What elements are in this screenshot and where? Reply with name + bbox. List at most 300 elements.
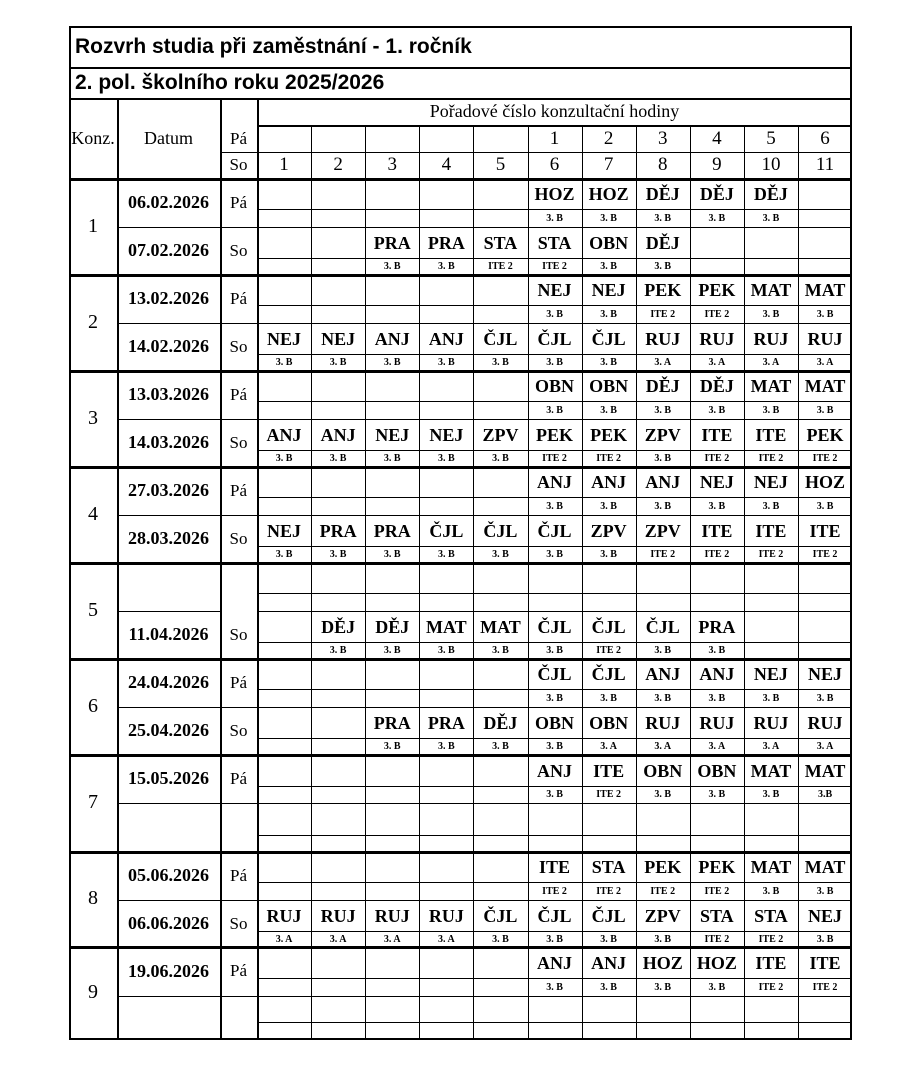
subject-cell (311, 372, 365, 401)
subject-cell: ČJL (537, 906, 572, 926)
subject-cell: ANJ (591, 472, 627, 492)
header-pa-number (365, 125, 419, 152)
room-cell: 3. B (329, 548, 347, 560)
room-cell (419, 882, 473, 900)
room-cell: 3. B (708, 789, 726, 800)
date-cell: 15.05.2026 (128, 768, 209, 788)
date-cell (117, 562, 220, 611)
room-cell: 3. B (546, 404, 563, 416)
subject-cell (744, 613, 798, 642)
room-cell (365, 882, 419, 900)
subject-cell: STA (700, 906, 734, 926)
day-cell: Pá (230, 192, 247, 212)
room-cell: 3.B (817, 789, 833, 800)
room-cell: 3. B (708, 212, 726, 224)
subject-cell (690, 564, 744, 593)
subject-cell: ČJL (429, 521, 464, 541)
subject-cell: MAT (804, 280, 846, 300)
room-cell (744, 835, 798, 851)
subject-cell: PRA (427, 233, 465, 253)
day-cell: So (229, 720, 248, 740)
day-cell: Pá (230, 768, 247, 788)
subject-cell: DĚJ (645, 184, 680, 204)
room-cell: 3. B (546, 212, 563, 224)
room-cell: 3. A (654, 740, 672, 752)
subject-cell (257, 853, 311, 882)
header-pa-number: 4 (712, 127, 722, 149)
subject-cell: ANJ (537, 760, 573, 781)
subject-cell: DĚJ (645, 233, 680, 253)
date-cell (117, 803, 220, 851)
room-cell: 3. B (546, 308, 563, 320)
subject-cell (311, 709, 365, 738)
date-cell (117, 996, 220, 1038)
room-cell (365, 401, 419, 419)
room-cell: 3. B (275, 452, 293, 464)
room-cell (473, 305, 527, 323)
room-cell: ITE 2 (704, 452, 730, 464)
header-so-number: 9 (712, 154, 722, 175)
subject-cell: HOZ (696, 952, 737, 973)
date-cell: 07.02.2026 (128, 240, 209, 260)
subject-cell: DĚJ (483, 713, 518, 733)
subject-cell: ITE (755, 952, 787, 973)
subject-cell: DĚJ (375, 617, 410, 637)
subject-cell (798, 998, 852, 1022)
subject-cell (744, 229, 798, 258)
subrow-line (257, 996, 852, 997)
subject-cell: MAT (804, 857, 846, 877)
room-cell: 3. B (438, 548, 455, 560)
subject-cell: OBN (643, 760, 683, 781)
subject-cell (311, 660, 365, 689)
room-cell: 3. B (546, 356, 563, 368)
room-cell: ITE 2 (812, 981, 838, 993)
subject-cell (311, 756, 365, 786)
konz-number: 4 (88, 502, 98, 525)
day-cell (220, 996, 257, 1038)
room-cell: 3. B (600, 212, 617, 224)
header-so-number: 11 (815, 154, 835, 175)
room-cell (582, 593, 636, 611)
room-cell: 3. B (708, 692, 726, 704)
room-cell (473, 209, 527, 227)
room-cell: 3. B (546, 548, 563, 560)
date-cell: 11.04.2026 (128, 624, 209, 644)
subject-cell: ČJL (537, 617, 572, 637)
room-cell: 3. B (762, 212, 780, 224)
room-cell: 3. B (654, 452, 672, 464)
room-cell (257, 1022, 311, 1038)
room-cell: 3. B (600, 260, 617, 272)
room-cell: 3. B (708, 644, 726, 656)
subject-cell: PRA (698, 617, 736, 637)
subject-cell (582, 564, 636, 593)
subject-cell (365, 853, 419, 882)
subject-cell (528, 805, 582, 835)
subject-cell (311, 998, 365, 1022)
header-so-number: 8 (657, 154, 668, 175)
subject-cell: ANJ (591, 952, 627, 973)
subject-cell: ČJL (591, 617, 626, 637)
subject-cell (582, 805, 636, 835)
subrow-line (257, 803, 852, 804)
room-cell (365, 689, 419, 707)
room-cell: 3. B (546, 981, 563, 993)
room-cell (365, 978, 419, 996)
subject-cell: PEK (644, 280, 682, 300)
room-cell: 3. B (383, 452, 401, 464)
subject-cell: RUJ (807, 329, 843, 349)
subrow-line (257, 227, 852, 228)
subject-cell (744, 564, 798, 593)
subject-cell: ČJL (483, 521, 518, 541)
subrow-line (257, 419, 852, 420)
room-cell: ITE 2 (542, 260, 567, 272)
subject-cell (419, 805, 473, 835)
subject-cell: DĚJ (321, 617, 356, 637)
subrow-line (257, 707, 852, 708)
day-cell: So (229, 336, 248, 356)
room-cell (419, 305, 473, 323)
day-cell: Pá (230, 288, 247, 308)
subject-cell: RUJ (320, 906, 356, 926)
room-cell (582, 835, 636, 851)
subject-cell: ANJ (374, 329, 410, 349)
subject-cell (257, 229, 311, 258)
subject-cell: PRA (319, 521, 357, 541)
room-cell: 3. B (654, 404, 672, 416)
subject-cell: MAT (426, 617, 467, 637)
document-subtitle: 2. pol. školního roku 2025/2026 (75, 70, 385, 94)
header-pa-number (311, 125, 365, 152)
subject-cell: ITE (755, 425, 787, 445)
day-cell: So (229, 432, 248, 452)
room-cell: 3. B (654, 981, 672, 993)
subject-cell: RUJ (753, 713, 789, 733)
room-cell: 3. B (546, 500, 563, 512)
subject-cell: ZPV (644, 906, 681, 926)
subject-cell: MAT (750, 280, 792, 300)
room-cell: ITE 2 (704, 548, 730, 560)
room-cell: ITE 2 (542, 452, 567, 464)
subject-cell (419, 564, 473, 593)
header-so-number: 6 (549, 154, 560, 175)
subject-cell (311, 564, 365, 593)
room-cell: 3. B (492, 644, 509, 656)
subject-cell (473, 756, 527, 786)
date-cell: 27.03.2026 (128, 480, 209, 500)
room-cell: 3. B (654, 212, 672, 224)
room-cell: ITE 2 (758, 933, 784, 945)
subject-cell (419, 276, 473, 305)
subject-cell (798, 613, 852, 642)
header-pa-number (473, 125, 527, 152)
subject-cell (311, 180, 365, 209)
room-cell: 3. B (816, 308, 834, 320)
date-cell: 14.03.2026 (128, 432, 209, 452)
subrow-line (257, 611, 852, 612)
subject-cell: HOZ (534, 184, 575, 204)
subject-cell (473, 998, 527, 1022)
room-cell: 3. B (816, 933, 834, 945)
document-title: Rozvrh studia při zaměstnání - 1. ročník (75, 34, 472, 58)
room-cell (365, 593, 419, 611)
subject-cell: ANJ (699, 664, 735, 684)
room-cell (636, 593, 690, 611)
room-cell: 3. B (546, 644, 563, 656)
subject-cell (473, 853, 527, 882)
room-cell (257, 305, 311, 323)
subject-cell: ČJL (645, 617, 680, 637)
subtitle-divider (69, 98, 852, 100)
room-cell (690, 1022, 744, 1038)
subject-cell: NEJ (808, 664, 843, 684)
subject-cell (419, 853, 473, 882)
subject-cell (365, 948, 419, 978)
day-cell: Pá (230, 384, 247, 404)
subject-cell: ČJL (591, 329, 626, 349)
header-pa-number: 3 (657, 127, 668, 149)
header-pa-number (419, 125, 473, 152)
room-cell (419, 401, 473, 419)
room-cell: 3. B (600, 548, 617, 560)
subject-cell: PRA (427, 713, 465, 733)
subject-cell (636, 998, 690, 1022)
konz-number: 9 (88, 980, 98, 1003)
room-cell (798, 642, 852, 658)
room-cell (744, 642, 798, 658)
date-cell: 14.02.2026 (128, 336, 209, 356)
room-cell (473, 401, 527, 419)
room-cell: 3. B (654, 933, 672, 945)
room-cell (311, 1022, 365, 1038)
konz-number: 5 (88, 598, 98, 621)
subject-cell (257, 709, 311, 738)
konz-number: 2 (88, 310, 98, 333)
room-cell (473, 593, 527, 611)
room-cell (311, 978, 365, 996)
subject-cell: NEJ (808, 906, 843, 926)
subject-cell (473, 660, 527, 689)
room-cell: 3. B (546, 789, 563, 800)
room-cell: 3. B (383, 548, 401, 560)
subject-cell (365, 468, 419, 497)
room-cell: 3. B (329, 356, 347, 368)
subject-cell (690, 805, 744, 835)
subject-cell (257, 660, 311, 689)
schedule-sheet (69, 26, 852, 1039)
subject-cell: MAT (804, 760, 846, 781)
room-cell (365, 305, 419, 323)
subrow-line (257, 900, 852, 901)
subject-cell: PEK (806, 425, 844, 445)
room-cell: 3. B (383, 356, 401, 368)
subject-cell: ZPV (644, 425, 681, 445)
subject-cell: ČJL (591, 906, 626, 926)
subject-cell (365, 660, 419, 689)
konz-number: 3 (88, 406, 98, 429)
day-cell (220, 562, 257, 611)
room-cell: 3. B (762, 885, 780, 897)
room-cell (528, 1022, 582, 1038)
border-top (69, 26, 852, 28)
subject-cell: MAT (750, 376, 792, 396)
subject-cell: ZPV (644, 521, 681, 541)
subject-cell (690, 229, 744, 258)
subject-cell: PEK (590, 425, 628, 445)
room-cell: ITE 2 (758, 548, 784, 560)
subject-cell: PRA (373, 233, 411, 253)
title-divider (69, 67, 852, 69)
subject-cell: PEK (698, 280, 736, 300)
subject-cell (257, 180, 311, 209)
room-cell (365, 786, 419, 803)
room-cell: 3. B (816, 885, 834, 897)
room-cell (798, 1022, 852, 1038)
header-so-number: 5 (495, 154, 506, 175)
room-cell (311, 882, 365, 900)
room-cell (744, 1022, 798, 1038)
subject-cell: NEJ (753, 664, 788, 684)
subject-cell (419, 756, 473, 786)
room-cell: ITE 2 (704, 308, 730, 320)
subject-cell (365, 276, 419, 305)
room-cell: 3. B (816, 404, 834, 416)
room-cell (798, 209, 852, 227)
subject-cell: PEK (698, 857, 736, 877)
room-cell: 3. B (546, 692, 563, 704)
subject-cell: DĚJ (699, 184, 734, 204)
subject-cell: OBN (589, 376, 629, 396)
day-cell: So (229, 240, 248, 260)
day-cell: Pá (230, 480, 247, 500)
subject-cell: DĚJ (645, 376, 680, 396)
room-cell: ITE 2 (596, 644, 621, 656)
room-cell: ITE 2 (596, 885, 621, 897)
subject-cell: RUJ (699, 329, 735, 349)
room-cell: 3. B (654, 789, 672, 800)
room-cell (311, 497, 365, 515)
subject-cell: STA (591, 857, 626, 877)
header-so-label: So (229, 155, 248, 174)
room-cell (257, 786, 311, 803)
subject-cell: ITE (809, 521, 841, 541)
subject-cell (473, 180, 527, 209)
subject-cell: NEJ (591, 280, 626, 300)
subject-cell: RUJ (645, 329, 681, 349)
header-so-number: 7 (603, 154, 614, 175)
room-cell (257, 258, 311, 274)
room-cell (311, 689, 365, 707)
header-pa-number: 5 (766, 127, 776, 149)
subject-cell (419, 948, 473, 978)
room-cell: 3. B (275, 548, 293, 560)
room-cell (419, 593, 473, 611)
room-cell: 3. B (708, 500, 726, 512)
room-cell: 3. A (816, 356, 834, 368)
room-cell: 3. B (762, 692, 780, 704)
room-cell: 3. B (383, 644, 401, 656)
room-cell (365, 209, 419, 227)
subject-cell (419, 468, 473, 497)
room-cell (257, 978, 311, 996)
day-cell: Pá (230, 961, 247, 980)
subject-cell (473, 276, 527, 305)
subject-cell: STA (483, 233, 518, 253)
room-cell: 3. A (329, 933, 347, 945)
room-cell: 3. B (329, 452, 347, 464)
subject-cell (798, 229, 852, 258)
konz-number: 7 (88, 791, 98, 813)
room-cell (257, 882, 311, 900)
room-cell (419, 209, 473, 227)
room-cell: ITE 2 (488, 260, 513, 272)
day-cell: So (229, 624, 248, 644)
subject-cell: ITE (809, 952, 841, 973)
subject-cell: OBN (535, 713, 575, 733)
subject-cell (798, 180, 852, 209)
room-cell: 3. B (383, 740, 401, 752)
room-cell: 3. A (383, 933, 401, 945)
room-cell: 3. B (383, 260, 401, 272)
room-cell (419, 978, 473, 996)
subject-cell: ANJ (537, 952, 573, 973)
room-cell: 3. B (600, 404, 617, 416)
room-cell (744, 258, 798, 274)
subject-cell (473, 564, 527, 593)
room-cell (473, 835, 527, 851)
subject-cell (528, 564, 582, 593)
room-cell (311, 305, 365, 323)
header-hours-label: Pořadové číslo konzultační hodiny (429, 101, 680, 121)
subject-cell: PEK (644, 857, 682, 877)
subject-cell: ČJL (483, 329, 518, 349)
room-cell: 3. B (492, 933, 509, 945)
subject-cell (636, 805, 690, 835)
subject-cell: ZPV (590, 521, 627, 541)
header-divider (257, 125, 852, 127)
room-cell: 3. A (708, 740, 726, 752)
subject-cell: ANJ (645, 472, 681, 492)
room-cell: ITE 2 (758, 981, 784, 993)
room-cell (419, 835, 473, 851)
room-cell (311, 786, 365, 803)
subject-cell: NEJ (753, 472, 788, 492)
subject-cell (311, 229, 365, 258)
room-cell (257, 401, 311, 419)
subject-cell: OBN (589, 713, 629, 733)
room-cell (473, 882, 527, 900)
subject-cell (311, 276, 365, 305)
subject-cell (419, 660, 473, 689)
date-cell: 05.06.2026 (128, 865, 209, 885)
subject-cell (690, 998, 744, 1022)
room-cell: 3. B (654, 644, 672, 656)
subject-cell: MAT (750, 760, 792, 781)
subject-cell: ITE (701, 425, 733, 445)
room-cell: 3. B (708, 404, 726, 416)
subject-cell (257, 613, 311, 642)
day-cell: Pá (230, 672, 247, 692)
header-so-number: 1 (279, 154, 289, 175)
room-cell: 3. B (438, 356, 455, 368)
room-cell (744, 593, 798, 611)
subject-cell (744, 998, 798, 1022)
room-cell (311, 401, 365, 419)
subject-cell (311, 805, 365, 835)
day-cell (220, 803, 257, 851)
